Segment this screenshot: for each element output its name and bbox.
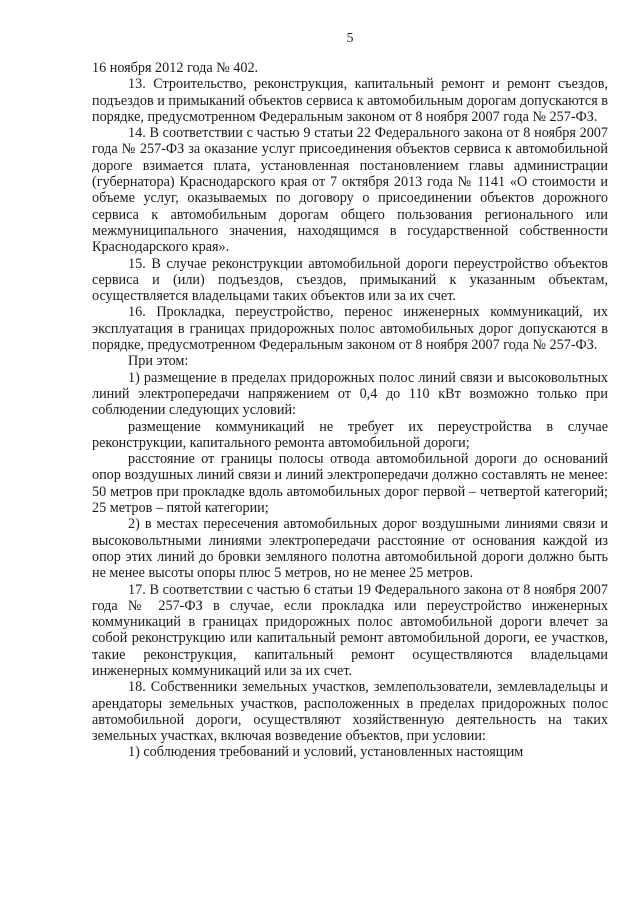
page-number: 5 [346,31,354,46]
paragraph-18-item-1: 1) соблюдения требований и условий, установленных настоящим [128,744,524,761]
paragraph-continuation: 16 ноября 2012 года № 402. [92,60,259,76]
document-body [92,60,608,761]
paragraph-13: 13. Строительство, реконструкция, капитальный ремонт и ремонт съездов, подъездов и примыканий объектов сервиса к автомобильным дорогам допускаются в порядке, предусмотренном Федеральным законом от 8 ноября 2007 года № 257-ФЗ. [92,76,608,125]
paragraph-item-2: 2) в местах пересечения автомобильных дорог воздушными линиями связи и высоковольтными линиями электропередачи расстояние от основания каждой из опор этих линий до бровки земляного полотна автомобильной дороги должно быть не менее высоты опоры плюс 5 метров, но не менее 25 метров. [92,516,608,582]
paragraph-pri-etom: При этом: [128,353,189,370]
paragraph-condition-b: расстояние от границы полосы отвода автомобильной дороги до оснований опор воздушных линий связи и линий электропередачи должно составлять не менее: 50 метров при прокладке вдоль автомобильных дорог первой – четвертой категорий; 25 метров – пятой категории; [92,451,608,517]
paragraph-item-1: 1) размещение в пределах придорожных полос линий связи и высоковольтных линий электропередачи напряжением от 0,4 до 110 кВт возможно только при соблюдении следующих условий: [92,369,608,419]
paragraph-14: 14. В соответствии с частью 9 статьи 22 Федерального закона от 8 ноября 2007 года № 257-ФЗ за оказание услуг присоединения объектов сервиса к автомобильной дороге взимается плата, установленная постановлением главы администрации (губернатора) Краснодарского края от 7 октября 2013 года № 1141 «О стоимости и объеме услуг, оказываемых по договору о присоединении объектов дорожного сервиса к автомобильным дорогам общего пользования регионального или межмуниципального значения, находящимся в государственной собственности Краснодарского края». [92,125,608,256]
paragraph-17: 17. В соответствии с частью 6 статьи 19 Федерального закона от 8 ноября 2007 года № 257-ФЗ в случае, если прокладка или переустройство инженерных коммуникаций в границах придорожных полос автомобильной дороги влечет за собой реконструкцию или капитальный ремонт автомобильной дороги, ее участков, такие реконструкция, капитальный ремонт осуществляются владельцами инженерных коммуникаций или за их счет. [92,581,608,679]
paragraph-16: 16. Прокладка, переустройство, перенос инженерных коммуникаций, их эксплуатация в границах придорожных полос автомобильных дорог допускаются в порядке, предусмотренном Федеральным законом от 8 ноября 2007 года № 257-ФЗ. [92,304,608,354]
paragraph-condition-a: размещение коммуникаций не требует их переустройства в случае реконструкции, капитального ремонта автомобильной дороги; [92,418,608,451]
paragraph-18: 18. Собственники земельных участков, землепользователи, землевладельцы и арендаторы земельных участков, расположенных в пределах придорожных полос автомобильной дороги, осуществляют хозяйственную деятельность на таких земельных участках, включая возведение объектов, при условии: [92,679,608,745]
paragraph-15: 15. В случае реконструкции автомобильной дороги переустройство объектов сервиса и (или) подъездов, съездов, примыканий к указанным объектам, осуществляется владельцами таких объектов или за их счет. [92,255,608,305]
document-page [92,30,608,761]
